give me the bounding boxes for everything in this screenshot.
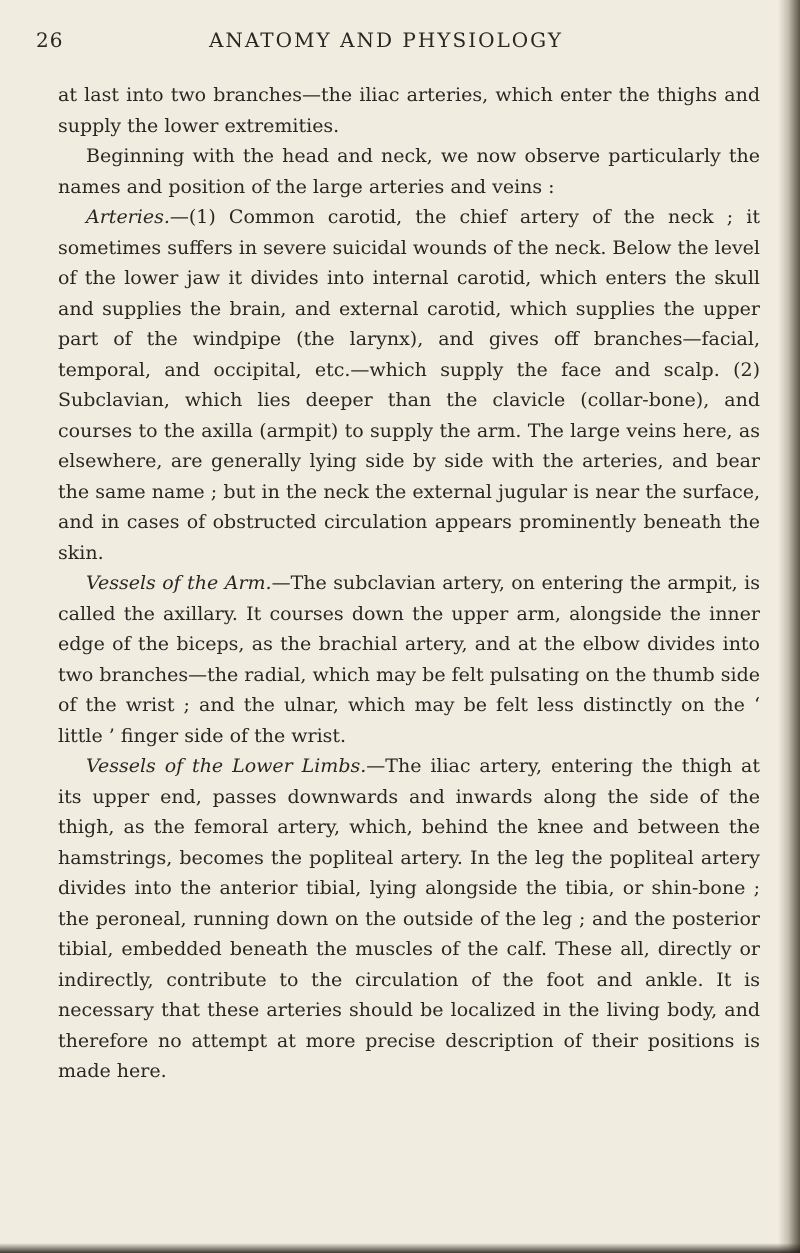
paragraph-arteries (58, 202, 760, 568)
paragraph-text: —(1) Common carotid, the chief artery of the neck ; it sometimes suffers in severe suicidal wounds of the neck. Below the level of the lower jaw it divides into internal carotid, which enters the skull and supplies the brain, and external carotid, which supplies the upper part of the windpipe (the larynx), and gives off branches—facial, temporal, and occipital, etc.—which supply the face and scalp. (2) Subclavian, which lies deeper than the clavicle (collar-bone), and courses to the axilla (armpit) to supply the arm. The large veins here, as elsewhere, are generally lying side by side with the arteries, and bear the same name ; but in the neck the external jugular is near the surface, and in cases of obstructed circulation appears prominently beneath the skin. (58, 206, 760, 564)
page-binding-shadow (778, 0, 800, 1253)
paragraph-head-and-neck (58, 141, 760, 202)
paragraph-text: —The iliac artery, entering the thigh at its upper end, passes downwards and inwards along the side of the thigh, as the femoral artery, which, behind the knee and between the hamstrings, becomes the popliteal artery. In the leg the popliteal artery divides into the anterior tibial, lying alongside the tibia, or shin-bone ; the peroneal, running down on the outside of the leg ; and the posterior tibial, embedded beneath the muscles of the calf. These all, directly or indirectly, contribute to the circulation of the foot and ankle. It is necessary that these arteries should be localized in the living body, and therefore no attempt at more precise description of their positions is made here. (58, 755, 760, 1082)
body-text (58, 80, 760, 1087)
page-header (36, 28, 736, 58)
page-bottom-edge (0, 1243, 800, 1253)
section-label: Arteries. (86, 206, 170, 228)
paragraph-vessels-of-arm (58, 568, 760, 751)
running-head: ANATOMY AND PHYSIOLOGY (208, 28, 563, 52)
page-number: 26 (36, 28, 64, 52)
paragraph-continuation (58, 80, 760, 141)
paragraph-text: —The subclavian artery, on entering the armpit, is called the axillary. It courses down the upper arm, alongside the inner edge of the biceps, as the brachial artery, and at the elbow divides into two branches—the radial, which may be felt pulsating on the thumb side of the wrist ; and the ulnar, which may be felt less distinctly on the ‘ little ’ finger side of the wrist. (58, 572, 760, 747)
paragraph-vessels-of-lower-limbs (58, 751, 760, 1087)
paragraph-text: at last into two branches—the iliac arteries, which enter the thighs and supply the lower extremities. (58, 84, 760, 137)
section-label: Vessels of the Arm. (86, 572, 272, 594)
section-label: Vessels of the Lower Limbs. (86, 755, 367, 777)
paragraph-text: Beginning with the head and neck, we now observe particularly the names and position of the large arteries and veins : (58, 145, 760, 198)
